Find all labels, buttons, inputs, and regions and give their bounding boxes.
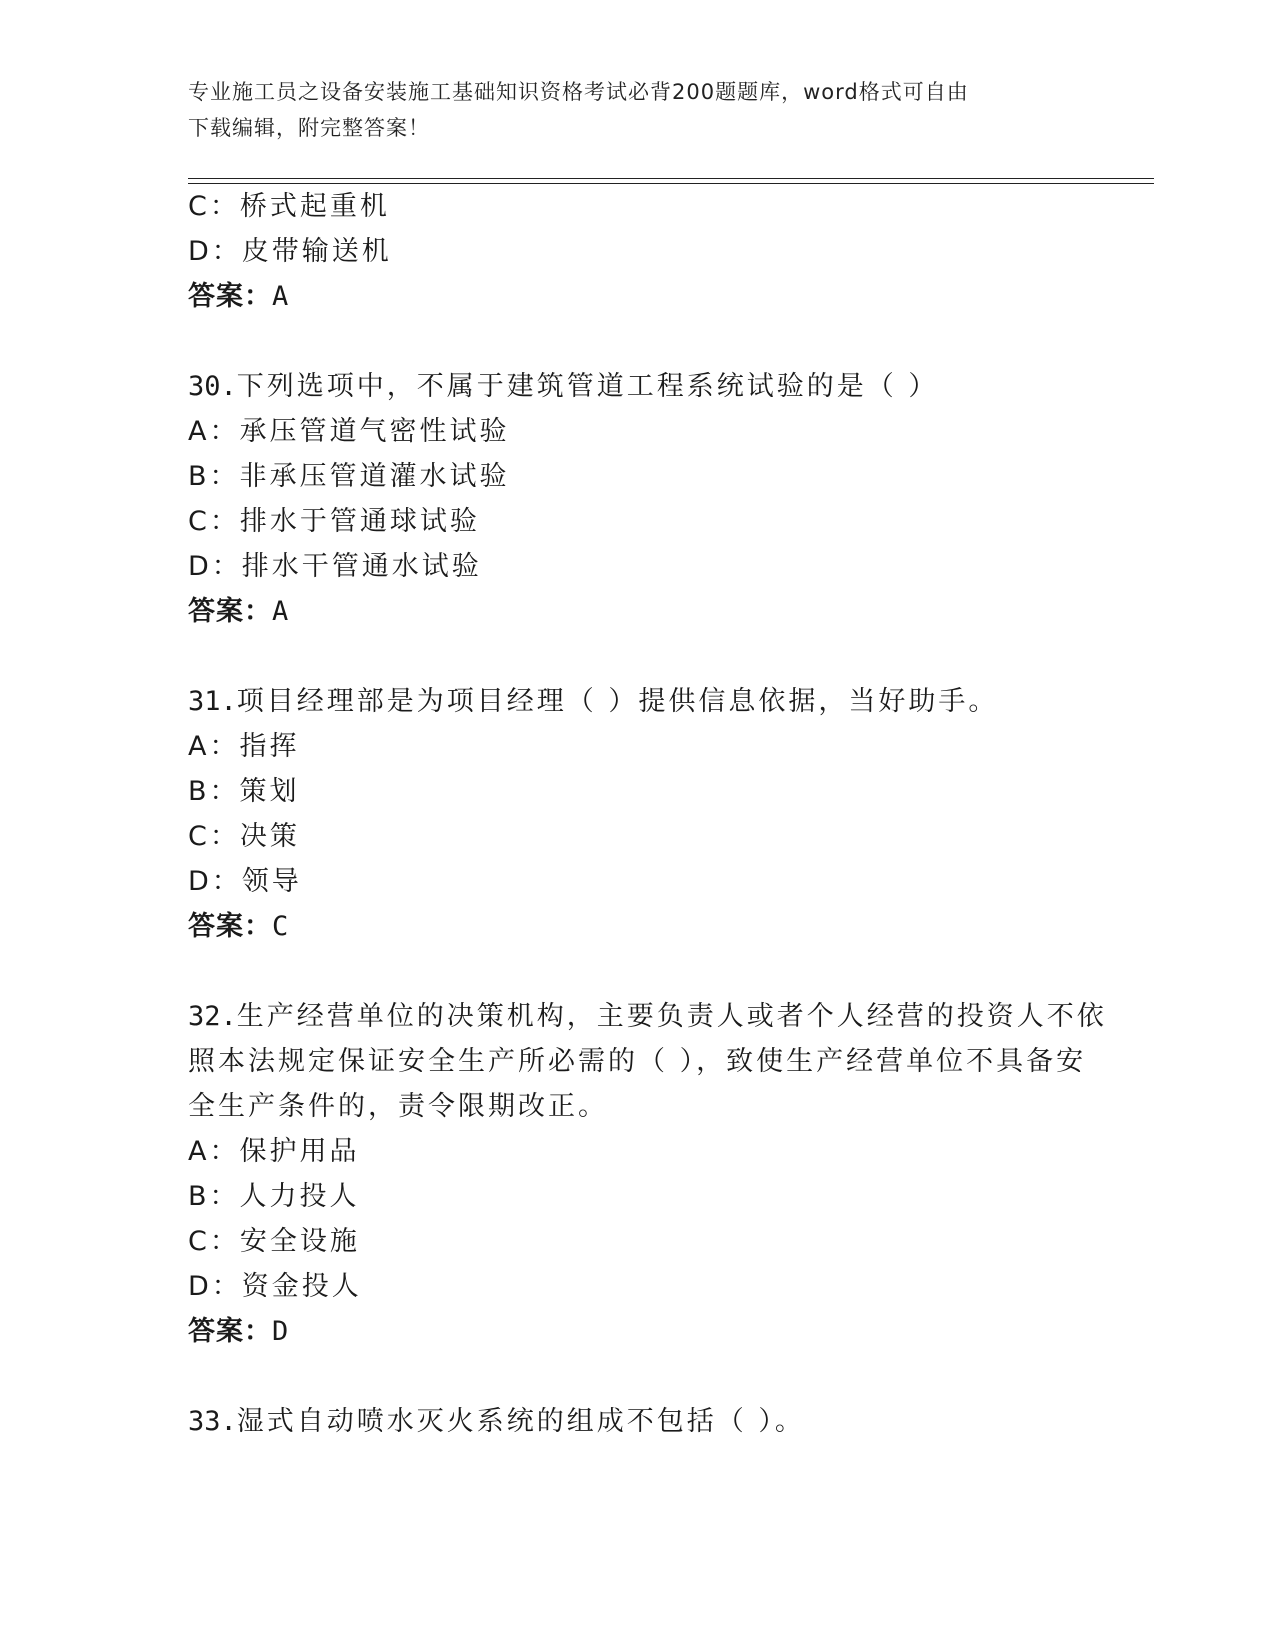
answer-value: C <box>272 911 290 942</box>
question-number: 32. <box>188 1001 237 1032</box>
question-31-option-b: B：策划 <box>188 776 300 807</box>
question-text: 下列选项中，不属于建筑管道工程系统试验的是（ ） <box>236 371 939 402</box>
answer-label: 答案： <box>188 596 272 627</box>
question-30-option-b: B：非承压管道灌水试验 <box>188 461 510 492</box>
question-30-answer <box>188 595 289 629</box>
question-number: 33. <box>188 1406 237 1437</box>
question-32-stem-line-3: 全生产条件的，责令限期改正。 <box>188 1091 608 1122</box>
answer-value: A <box>272 596 290 627</box>
header-line-2: 下载编辑，附完整答案！ <box>188 116 430 140</box>
question-32-option-d: D：资金投人 <box>188 1271 362 1302</box>
answer-value: A <box>272 281 290 312</box>
question-30-stem <box>188 370 938 404</box>
header-rule-bottom <box>188 183 1154 184</box>
question-31-option-d: D：领导 <box>188 866 302 897</box>
question-30-option-c: C：排水于管通球试验 <box>188 506 480 537</box>
answer-value: D <box>272 1316 290 1347</box>
question-30-option-a: A：承压管道气密性试验 <box>188 416 510 447</box>
question-32-option-a: A：保护用品 <box>188 1136 360 1167</box>
answer-label: 答案： <box>188 1316 272 1347</box>
question-30-option-d: D：排水干管通水试验 <box>188 551 482 582</box>
question-32-option-c: C：安全设施 <box>188 1226 360 1257</box>
question-33-stem <box>188 1405 805 1439</box>
question-number: 30. <box>188 371 237 402</box>
header-line-1: 专业施工员之设备安装施工基础知识资格考试必背200题题库，word格式可自由 <box>188 80 969 104</box>
question-31-stem <box>188 685 998 719</box>
answer-label: 答案： <box>188 281 272 312</box>
prev-option-d: D：皮带输送机 <box>188 236 392 267</box>
question-32-stem-line-2: 照本法规定保证安全生产所必需的（ ），致使生产经营单位不具备安 <box>188 1046 1087 1077</box>
question-text: 生产经营单位的决策机构，主要负责人或者个人经营的投资人不依 <box>236 1001 1107 1032</box>
question-number: 31. <box>188 686 237 717</box>
question-32-answer <box>188 1315 289 1349</box>
question-31-option-c: C：决策 <box>188 821 300 852</box>
question-32-stem-line-1 <box>188 1000 1107 1034</box>
prev-answer <box>188 280 289 314</box>
question-text: 项目经理部是为项目经理（ ）提供信息依据，当好助手。 <box>236 686 999 717</box>
header-rule-top <box>188 178 1154 179</box>
question-32-option-b: B：人力投人 <box>188 1181 360 1212</box>
document-header <box>188 74 1088 146</box>
question-text: 湿式自动喷水灭火系统的组成不包括（ ）。 <box>236 1406 805 1437</box>
answer-label: 答案： <box>188 911 272 942</box>
question-31-option-a: A：指挥 <box>188 731 300 762</box>
prev-option-c: C：桥式起重机 <box>188 191 390 222</box>
question-31-answer <box>188 910 289 944</box>
